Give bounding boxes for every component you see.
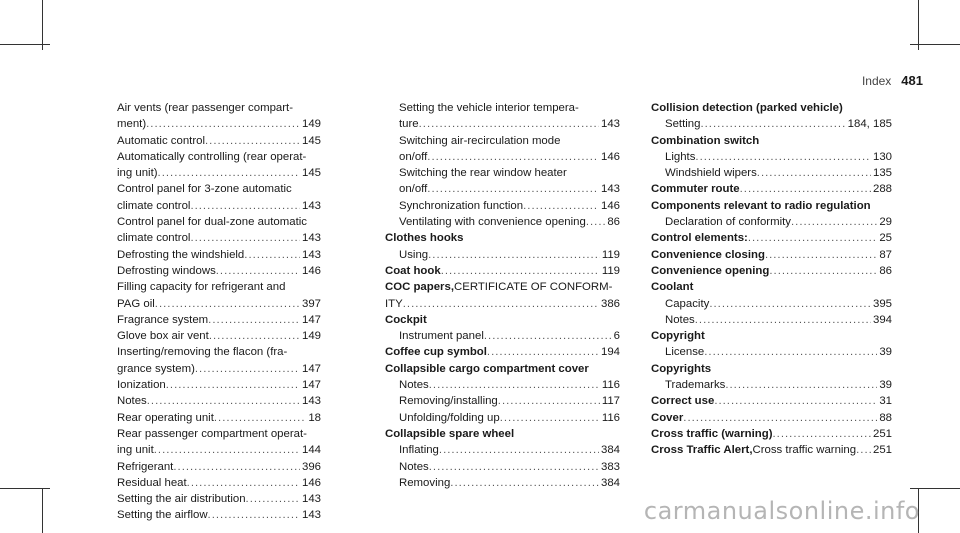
- dot-leader: [166, 377, 300, 393]
- entry-text: Removing: [399, 476, 451, 489]
- entry-text: Refrigerant: [117, 460, 174, 473]
- entry-text: Notes: [117, 395, 147, 408]
- dot-leader: [429, 377, 600, 393]
- page-ref: 86: [607, 216, 620, 229]
- index-entry: [117, 491, 321, 507]
- entry-text: Instrument panel: [399, 330, 484, 343]
- index-entry: [117, 133, 321, 149]
- index-entry: [385, 328, 620, 344]
- dot-leader: [403, 296, 599, 312]
- index-entry: [651, 377, 892, 393]
- page-ref: 119: [601, 264, 620, 277]
- page-ref: 119: [601, 248, 620, 261]
- dot-leader: [205, 133, 300, 149]
- index-entry: [117, 263, 321, 279]
- page-ref: 147: [301, 313, 321, 326]
- entry-text: Correct use: [651, 395, 715, 408]
- dot-leader: [757, 165, 871, 181]
- crop-mark: [918, 0, 919, 50]
- page-ref: 143: [301, 248, 321, 261]
- page-ref: 31: [879, 395, 892, 408]
- page-ref: 135: [872, 167, 892, 180]
- entry-text: Filling capacity for refrigerant and: [117, 281, 286, 294]
- entry-text: Setting the airflow: [117, 509, 208, 522]
- dot-leader: [187, 475, 300, 491]
- entry-text: Combination switch: [651, 134, 760, 147]
- dot-leader: [244, 247, 300, 263]
- index-heading: [385, 361, 620, 377]
- entry-text: Components relevant to radio regulation: [651, 199, 871, 212]
- index-entry: [117, 475, 321, 491]
- entry-extra-text: Cross traffic warning: [752, 444, 857, 457]
- dot-leader: [155, 296, 300, 312]
- page-ref: 143: [301, 493, 321, 506]
- entry-text: COC papers,: [385, 281, 454, 294]
- page-ref: 18: [308, 411, 321, 424]
- page-ref: 386: [600, 297, 620, 310]
- page-ref: 143: [301, 509, 321, 522]
- dot-leader: [765, 247, 877, 263]
- page-ref: 145: [301, 167, 321, 180]
- index-entry: [117, 165, 321, 181]
- entry-text: License: [665, 346, 705, 359]
- dot-leader: [147, 393, 300, 409]
- index-entry: [117, 247, 321, 263]
- entry-text: Cover: [651, 411, 684, 424]
- index-entry: [117, 507, 321, 523]
- entry-text: Collapsible spare wheel: [385, 427, 515, 440]
- page-ref: 397: [301, 297, 321, 310]
- entry-text: PAG oil: [117, 297, 155, 310]
- entry-text: Inserting/removing the flacon (fra-: [117, 346, 288, 359]
- dot-leader: [700, 116, 845, 132]
- entry-text: Glove box air vent: [117, 330, 209, 343]
- page-ref: 143: [301, 199, 321, 212]
- page-ref: 88: [879, 411, 892, 424]
- index-entry: [117, 181, 321, 197]
- dot-leader: [209, 328, 300, 344]
- entry-text: Control elements:: [651, 232, 748, 245]
- dot-leader: [208, 507, 300, 523]
- index-entry: [117, 361, 321, 377]
- entry-text: Switching air-recirculation mode: [399, 134, 561, 147]
- index-entry: [651, 165, 892, 181]
- entry-text: Collapsible cargo compartment cover: [385, 362, 589, 375]
- dot-leader: [769, 263, 877, 279]
- page-ref: 194: [600, 346, 620, 359]
- index-entry: [385, 181, 620, 197]
- dot-leader: [714, 393, 877, 409]
- dot-leader: [190, 230, 300, 246]
- entry-text: Convenience closing: [651, 248, 765, 261]
- entry-text: Control panel for 3-zone automatic: [117, 183, 292, 196]
- dot-leader: [146, 116, 300, 132]
- dot-leader: [725, 377, 877, 393]
- index-heading: [651, 247, 892, 263]
- page-ref: 87: [879, 248, 892, 261]
- dot-leader: [586, 214, 606, 230]
- entry-text: Notes: [399, 460, 429, 473]
- index-entry: [651, 149, 892, 165]
- entry-text: Using: [399, 248, 429, 261]
- index-heading: [651, 198, 892, 214]
- index-heading: [651, 181, 892, 197]
- index-entry: [385, 116, 620, 132]
- dot-leader: [173, 459, 300, 475]
- page-ref: 146: [600, 199, 620, 212]
- page-ref: 146: [600, 150, 620, 163]
- dot-leader: [427, 181, 599, 197]
- index-entry: [385, 214, 620, 230]
- entry-text: Declaration of conformity: [665, 216, 791, 229]
- index-heading: [651, 230, 892, 246]
- entry-text: Removing/installing: [399, 395, 498, 408]
- page-ref: 146: [301, 476, 321, 489]
- dot-leader: [791, 214, 877, 230]
- index-entry: [385, 442, 620, 458]
- page-ref: 143: [600, 118, 620, 131]
- index-heading: [385, 263, 620, 279]
- entry-text: Residual heat: [117, 476, 187, 489]
- dot-leader: [498, 393, 600, 409]
- index-heading: [651, 361, 892, 377]
- entry-text: Rear operating unit: [117, 411, 214, 424]
- crop-mark: [42, 0, 43, 50]
- dot-leader: [246, 491, 300, 507]
- entry-text: ing unit: [117, 444, 154, 457]
- page-ref: 395: [872, 297, 892, 310]
- entry-text: Notes: [399, 379, 429, 392]
- dot-leader: [773, 426, 871, 442]
- index-entry: [385, 247, 620, 263]
- index-entry: [385, 198, 620, 214]
- entry-text: Cross traffic (warning): [651, 427, 773, 440]
- entry-text: Lights: [665, 150, 696, 163]
- index-entry: [117, 214, 321, 230]
- entry-text: Commuter route: [651, 183, 740, 196]
- entry-text: Copyrights: [651, 362, 712, 375]
- dot-leader: [195, 361, 300, 377]
- dot-leader: [427, 149, 599, 165]
- dot-leader: [748, 230, 877, 246]
- index-entry: [651, 344, 892, 360]
- dot-leader: [500, 410, 600, 426]
- index-heading: [651, 328, 892, 344]
- index-heading: [651, 426, 892, 442]
- page-number: 481: [901, 73, 923, 88]
- page-ref: 383: [600, 460, 620, 473]
- page-ref: 25: [879, 232, 892, 245]
- index-entry: [117, 296, 321, 312]
- page-ref: 6: [613, 330, 620, 343]
- page-ref: 384: [600, 444, 620, 457]
- dot-leader: [428, 247, 600, 263]
- index-entry: [117, 279, 321, 295]
- entry-text: Convenience opening: [651, 264, 770, 277]
- page-ref: 149: [301, 118, 321, 131]
- index-entry: [117, 328, 321, 344]
- entry-text: Trademarks: [665, 379, 726, 392]
- dot-leader: [190, 198, 300, 214]
- index-entry: [385, 459, 620, 475]
- entry-text: Clothes hooks: [385, 232, 464, 245]
- entry-text: Cross Traffic Alert,: [651, 444, 753, 457]
- crop-mark: [42, 488, 43, 533]
- page-ref: 117: [601, 395, 620, 408]
- index-entry: [117, 393, 321, 409]
- header-word: Index: [861, 74, 892, 88]
- index-heading: [651, 393, 892, 409]
- index-entry: [117, 410, 321, 426]
- index-entry: [385, 393, 620, 409]
- index-column-2: [385, 100, 620, 491]
- index-heading: [651, 263, 892, 279]
- index-heading: [385, 230, 620, 246]
- entry-text: Ventilating with convenience opening: [399, 216, 586, 229]
- page-ref: 251: [872, 444, 892, 457]
- entry-text: Collision detection (parked vehicle): [651, 102, 843, 114]
- page-ref: 145: [301, 134, 321, 147]
- dot-leader: [450, 475, 599, 491]
- entry-text: on/off: [399, 150, 428, 163]
- index-column-3: [651, 100, 892, 459]
- index-entry: [117, 377, 321, 393]
- page-ref: 384: [600, 476, 620, 489]
- page-ref: 39: [879, 346, 892, 359]
- index-heading: [651, 442, 892, 458]
- page-ref: 147: [301, 379, 321, 392]
- dot-leader: [154, 442, 300, 458]
- entry-text: Notes: [665, 313, 695, 326]
- index-entry: [117, 230, 321, 246]
- dot-leader: [429, 459, 599, 475]
- dot-leader: [856, 442, 871, 458]
- entry-text: Coffee cup symbol: [385, 346, 487, 359]
- entry-text: on/off: [399, 183, 428, 196]
- entry-text: ITY: [385, 297, 403, 310]
- entry-text: Air vents (rear passenger compart-: [117, 102, 293, 114]
- entry-text: Coat hook: [385, 264, 441, 277]
- page-header: [862, 73, 923, 88]
- entry-text: Defrosting the windshield: [117, 248, 245, 261]
- index-entry: [385, 296, 620, 312]
- index-entry: [651, 296, 892, 312]
- page-ref: 147: [301, 362, 321, 375]
- index-heading: [651, 133, 892, 149]
- dot-leader: [704, 344, 877, 360]
- entry-text: grance system): [117, 362, 195, 375]
- index-heading: [385, 426, 620, 442]
- index-entry: [117, 344, 321, 360]
- dot-leader: [695, 149, 871, 165]
- entry-text: Automatically controlling (rear operat-: [117, 150, 307, 163]
- dot-leader: [695, 312, 871, 328]
- entry-text: ing unit): [117, 167, 158, 180]
- dot-leader: [484, 328, 612, 344]
- page-ref: 39: [879, 379, 892, 392]
- entry-text: Synchronization function: [399, 199, 524, 212]
- index-entry: [385, 377, 620, 393]
- page-ref: 251: [872, 427, 892, 440]
- index-heading: [385, 279, 620, 295]
- page-ref: 143: [301, 395, 321, 408]
- index-entry: [117, 442, 321, 458]
- entry-text: Control panel for dual-zone automatic: [117, 216, 307, 229]
- page-ref: 143: [301, 232, 321, 245]
- index-entry: [385, 475, 620, 491]
- index-heading: [385, 344, 620, 360]
- entry-text: Unfolding/folding up: [399, 411, 500, 424]
- index-entry: [117, 426, 321, 442]
- entry-text: Setting the air distribution: [117, 493, 246, 506]
- page-ref: 143: [600, 183, 620, 196]
- page-ref: 29: [879, 216, 892, 229]
- dot-leader: [441, 263, 600, 279]
- page-ref: 394: [872, 313, 892, 326]
- index-entry: [117, 100, 321, 116]
- entry-text: climate control: [117, 199, 191, 212]
- dot-leader: [208, 312, 300, 328]
- index-entry: [117, 149, 321, 165]
- page-ref: 144: [301, 444, 321, 457]
- entry-text: ture: [399, 118, 419, 131]
- index-entry: [651, 116, 892, 132]
- dot-leader: [216, 263, 300, 279]
- index-heading: [385, 312, 620, 328]
- entry-text: Copyright: [651, 330, 705, 343]
- index-heading: [651, 410, 892, 426]
- page-ref: 86: [879, 264, 892, 277]
- index-entry: [117, 459, 321, 475]
- index-entry: [385, 165, 620, 181]
- page-ref: 149: [301, 330, 321, 343]
- dot-leader: [523, 198, 599, 214]
- entry-extra-text: CERTIFICATE OF CONFORM-: [454, 281, 613, 294]
- page-ref: 146: [301, 264, 321, 277]
- dot-leader: [439, 442, 599, 458]
- index-entry: [117, 198, 321, 214]
- index-entry: [651, 214, 892, 230]
- index-heading: [651, 279, 892, 295]
- page-ref: 396: [301, 460, 321, 473]
- index-column-1: [117, 100, 321, 524]
- watermark: carmanualsonline.info: [643, 497, 920, 525]
- entry-text: Defrosting windows: [117, 264, 216, 277]
- entry-text: Inflating: [399, 444, 439, 457]
- entry-text: Rear passenger compartment operat-: [117, 427, 307, 440]
- index-entry: [385, 149, 620, 165]
- dot-leader: [214, 410, 306, 426]
- entry-text: Automatic control: [117, 134, 205, 147]
- index-entry: [385, 410, 620, 426]
- entry-text: ment): [117, 118, 147, 131]
- page-ref: 288: [872, 183, 892, 196]
- dot-leader: [740, 181, 871, 197]
- dot-leader: [158, 165, 300, 181]
- index-entry: [385, 100, 620, 116]
- entry-text: Capacity: [665, 297, 710, 310]
- index-entry: [651, 312, 892, 328]
- entry-text: Setting the vehicle interior tempera-: [399, 102, 579, 114]
- index-entry: [385, 133, 620, 149]
- page-ref: 130: [872, 150, 892, 163]
- entry-text: Setting: [665, 118, 701, 131]
- page-ref: 116: [601, 411, 620, 424]
- index-entry: [117, 116, 321, 132]
- dot-leader: [683, 410, 877, 426]
- dot-leader: [419, 116, 599, 132]
- dot-leader: [487, 344, 599, 360]
- page-ref: 116: [601, 379, 620, 392]
- entry-text: Ionization: [117, 379, 166, 392]
- entry-text: climate control: [117, 232, 191, 245]
- index-entry: [117, 312, 321, 328]
- page-ref: 184, 185: [847, 118, 892, 131]
- entry-text: Fragrance system: [117, 313, 209, 326]
- index-heading: [651, 100, 892, 116]
- dot-leader: [709, 296, 871, 312]
- entry-text: Coolant: [651, 281, 694, 294]
- entry-text: Windshield wipers: [665, 167, 757, 180]
- entry-text: Cockpit: [385, 313, 427, 326]
- entry-text: Switching the rear window heater: [399, 167, 567, 180]
